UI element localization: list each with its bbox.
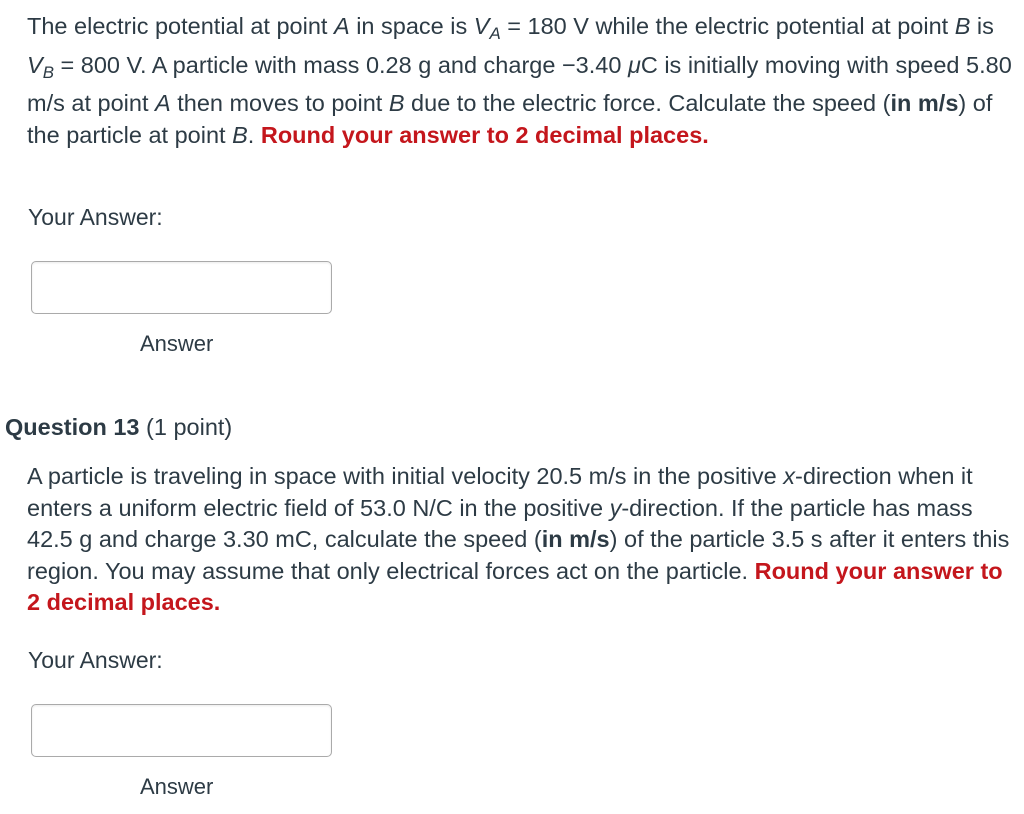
q12-point-b: B (232, 121, 248, 148)
q12-rounding-instruction: Round your answer to 2 decimal places. (260, 121, 709, 148)
answer-caption: Answer (140, 774, 214, 799)
q12-point-a: A (333, 13, 350, 39)
q12-potential-symbol: V (473, 13, 490, 39)
q12-text-segment: ) of the particle at point (27, 90, 993, 148)
q12-subscript-b: B (42, 62, 54, 82)
question-12-text (27, 11, 1012, 151)
question-13-text (27, 461, 1012, 619)
q12-text-segment: = 800 V. A particle with mass 0.28 g and charge −3.40 (53, 51, 628, 78)
q13-text-segment: -direction when it enters a uniform electric field of 53.0 N/C in the positive (27, 463, 973, 521)
q13-text-segment: A particle is traveling in space with initial velocity 20.5 m/s in the positive (27, 463, 784, 489)
q12-micro-symbol: μ (627, 51, 641, 78)
your-answer-label: Your Answer: (28, 647, 163, 673)
q12-text-segment: then moves to point (170, 90, 389, 117)
q13-rounding-instruction: Round your answer to 2 decimal places. (27, 557, 1003, 615)
your-answer-label: Your Answer: (28, 204, 163, 230)
q12-text-segment: is (970, 13, 994, 39)
q12-point-a: A (155, 90, 171, 117)
q13-text-segment: -direction. If the particle has mass 42.5 g and charge 3.30 mC, calculate the speed ( (27, 494, 973, 552)
q12-subscript-a: A (489, 24, 501, 44)
q12-text-segment: The electric potential at point (27, 13, 334, 39)
question-points: (1 point) (139, 414, 233, 440)
q12-potential-symbol: V (27, 51, 43, 78)
q13-answer-input[interactable] (31, 704, 332, 757)
q12-text-segment: C is initially moving with speed 5.80 m/s at point (27, 51, 1012, 117)
q12-answer-input[interactable] (31, 261, 332, 314)
q13-x-axis: x (783, 463, 796, 489)
answer-caption: Answer (140, 331, 214, 356)
q13-units: in m/s (541, 526, 610, 552)
q12-text-segment: in space is (349, 13, 474, 39)
q12-text-segment: . (247, 121, 261, 148)
q12-point-b: B (954, 13, 971, 39)
question-13-header (5, 412, 232, 442)
q13-text-segment: ) of the particle 3.5 s after it enters this region. You may assume that only electrical forces act on the particle. (27, 526, 1010, 584)
q12-point-b: B (388, 90, 405, 117)
q13-y-axis: y (609, 494, 622, 521)
q12-text-segment: due to the electric force. Calculate the speed ( (404, 90, 891, 117)
q12-units: in m/s (890, 90, 959, 117)
q12-text-segment: = 180 V while the electric potential at point (500, 13, 955, 39)
question-number: Question 13 (5, 414, 140, 440)
